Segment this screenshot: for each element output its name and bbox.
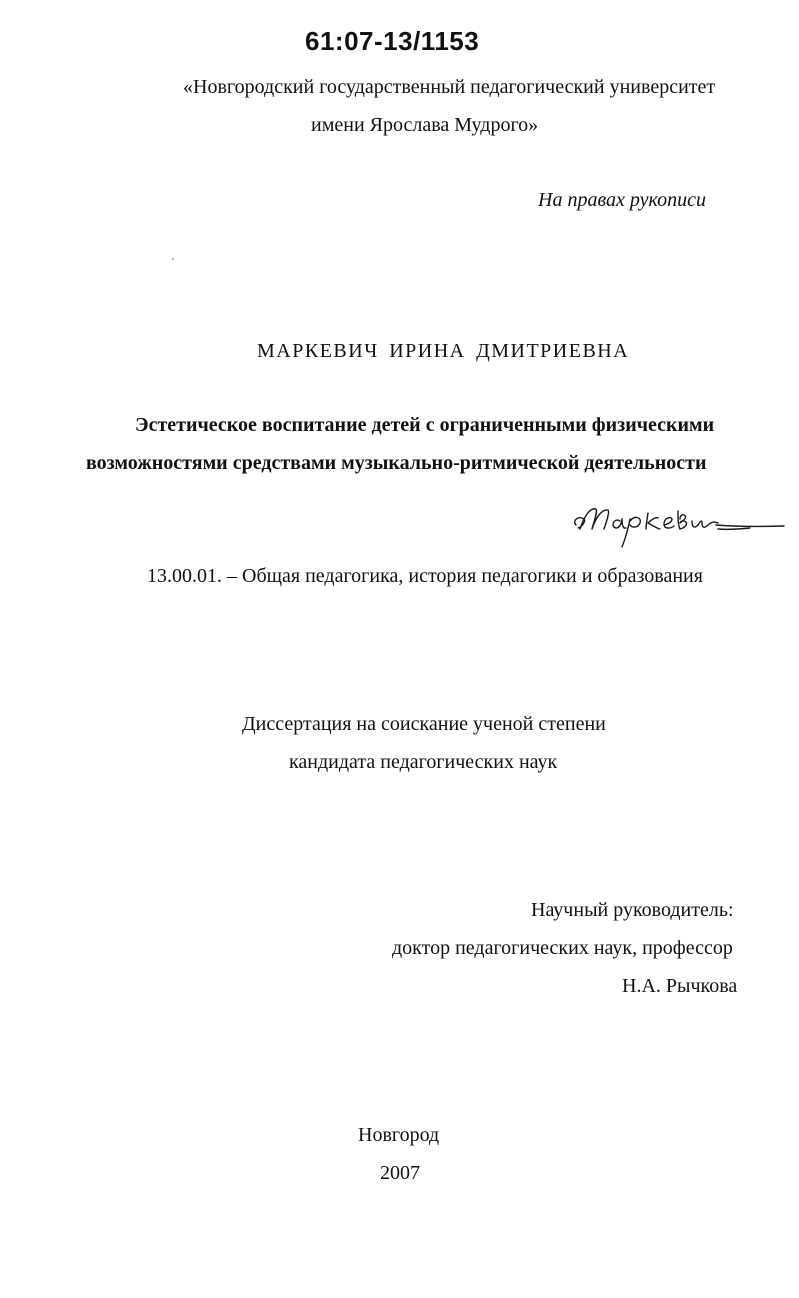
manuscript-note: На правах рукописи [538,189,706,211]
year: 2007 [380,1162,420,1184]
title-line-1: Эстетическое воспитание детей с ограниченными физическими [135,414,715,436]
catalog-code: 61:07-13/1153 [305,26,480,56]
institution-line-1: «Новгородский государственный педагогический университет [183,76,716,98]
supervisor-label: Научный руководитель: [531,899,734,921]
supervisor-name: Н.А. Рычкова [622,975,738,997]
degree-line-2: кандидата педагогических наук [289,751,558,773]
title-line-2: возможностями средствами музыкально-ритмической деятельности [86,452,707,474]
degree-line-1: Диссертация на соискание ученой степени [242,713,606,735]
scan-speck [172,258,174,260]
signature-icon [568,495,790,550]
institution-line-2: имени Ярослава Мудрого» [311,114,539,136]
specialty-code: 13.00.01. – Общая педагогика, история педагогики и образования [147,565,703,587]
author-name: МАРКЕВИЧ ИРИНА ДМИТРИЕВНА [257,340,630,362]
city: Новгород [358,1124,440,1146]
supervisor-credentials: доктор педагогических наук, профессор [392,937,733,959]
